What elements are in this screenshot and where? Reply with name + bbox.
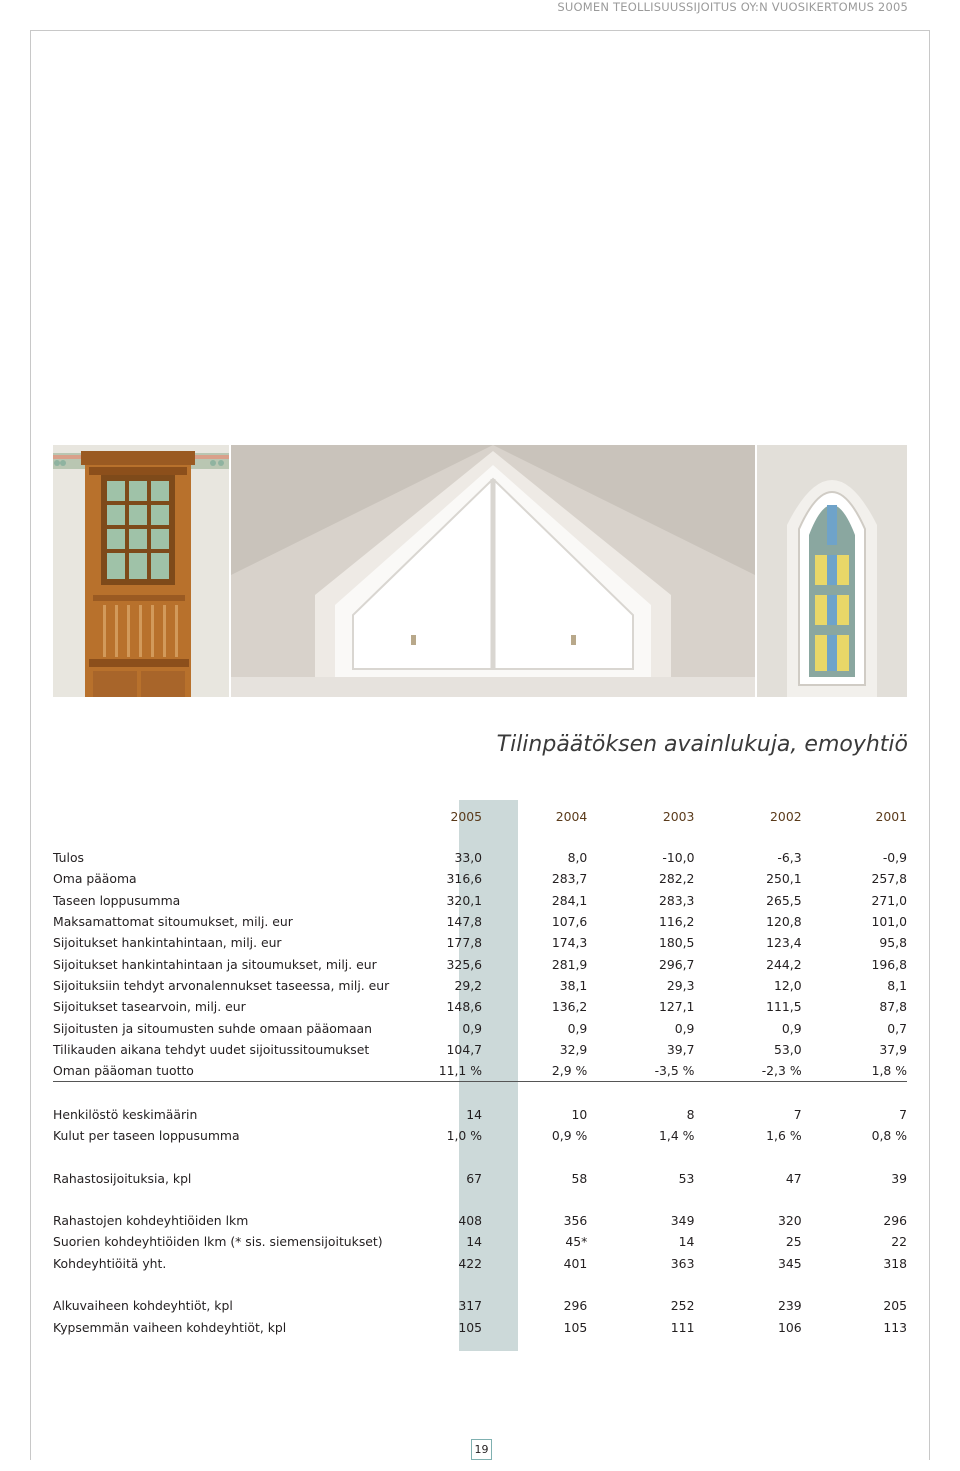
value-cell: 1,8 % — [858, 1060, 907, 1082]
year-header: 2005 — [450, 808, 483, 824]
value-cell: 29,3 — [666, 977, 695, 993]
value-cell: 8,1 — [887, 977, 907, 993]
page-frame-right — [929, 30, 930, 1460]
photo-strip — [53, 445, 907, 697]
table-row — [53, 1104, 907, 1125]
value-cell: 38,1 — [559, 977, 588, 993]
table-row — [53, 1167, 907, 1188]
cabinet-photo — [53, 445, 229, 697]
table-row — [53, 1295, 907, 1316]
value-cell: 422 — [458, 1255, 483, 1271]
value-cell: 136,2 — [551, 999, 588, 1015]
table-row — [53, 1231, 907, 1252]
table-row — [53, 890, 907, 911]
value-cell: 111,5 — [766, 999, 802, 1015]
stained-glass-window-photo — [757, 445, 907, 697]
value-cell: 14 — [466, 1106, 483, 1122]
value-cell: 257,8 — [871, 871, 907, 887]
table-row — [53, 868, 907, 889]
value-cell: 11,1 % — [430, 1060, 482, 1082]
value-cell: 271,0 — [871, 892, 907, 908]
row-label: Kohdeyhtiöitä yht. — [53, 1255, 167, 1271]
table-row — [53, 996, 907, 1017]
value-cell: 177,8 — [446, 935, 483, 951]
value-cell: 174,3 — [551, 935, 588, 951]
row-label: Maksamattomat sitoumukset, milj. eur — [53, 914, 293, 930]
value-cell: 0,9 — [567, 1020, 588, 1036]
value-cell: 252 — [670, 1298, 695, 1314]
row-label: Tulos — [53, 850, 85, 866]
year-header: 2001 — [875, 808, 907, 824]
value-cell: 39,7 — [666, 1041, 695, 1057]
value-cell: 0,9 — [781, 1020, 802, 1036]
value-cell: 7 — [899, 1106, 907, 1122]
value-cell: -0,9 — [882, 850, 907, 866]
spacer-row — [53, 1082, 907, 1104]
row-label: Taseen loppusumma — [53, 892, 181, 908]
value-cell: 316,6 — [446, 871, 483, 887]
value-cell: 282,2 — [658, 871, 695, 887]
table-row — [53, 975, 907, 996]
value-cell: 320,1 — [446, 892, 483, 908]
value-cell: -10,0 — [662, 850, 695, 866]
value-cell: 39 — [891, 1170, 907, 1186]
value-cell: 1,6 % — [766, 1128, 802, 1143]
table-row — [53, 1317, 907, 1338]
page-frame-top — [30, 30, 930, 31]
value-cell: 123,4 — [766, 935, 802, 951]
value-cell: 239 — [777, 1298, 802, 1314]
value-cell: 105 — [458, 1319, 483, 1335]
value-cell: 345 — [777, 1255, 802, 1271]
value-cell: 47 — [785, 1170, 802, 1186]
value-cell: 196,8 — [871, 956, 907, 972]
table-row — [53, 953, 907, 974]
value-cell: -6,3 — [777, 850, 802, 866]
value-cell: 58 — [571, 1170, 588, 1186]
value-cell: 408 — [458, 1213, 483, 1229]
value-cell: 8,0 — [567, 850, 588, 866]
value-cell: 53 — [678, 1170, 695, 1186]
row-label: Alkuvaiheen kohdeyhtiöt, kpl — [53, 1298, 233, 1314]
value-cell: 401 — [563, 1255, 588, 1271]
value-cell: 105 — [563, 1319, 588, 1335]
row-label: Kulut per taseen loppusumma — [53, 1128, 240, 1143]
spacer-row — [53, 1274, 907, 1295]
value-cell: 14 — [678, 1234, 695, 1250]
page-number: 19 — [471, 1439, 492, 1460]
year-header: 2003 — [662, 808, 695, 824]
value-cell: 1,4 % — [659, 1128, 695, 1143]
value-cell: 37,9 — [879, 1041, 907, 1057]
value-cell: 147,8 — [446, 914, 483, 930]
value-cell: 363 — [670, 1255, 695, 1271]
value-cell: 148,6 — [446, 999, 483, 1015]
value-cell: 325,6 — [446, 956, 483, 972]
value-cell: 95,8 — [879, 935, 907, 951]
value-cell: 33,0 — [454, 850, 483, 866]
value-cell: 113 — [883, 1319, 907, 1335]
value-cell: 317 — [458, 1298, 483, 1314]
table-row — [53, 1253, 907, 1274]
value-cell: 250,1 — [766, 871, 802, 887]
table-row — [53, 1039, 907, 1060]
value-cell: 265,5 — [766, 892, 802, 908]
value-cell: 87,8 — [879, 999, 907, 1015]
row-label: Sijoitusten ja sitoumusten suhde omaan pääomaan — [53, 1020, 372, 1036]
value-cell: 318 — [883, 1255, 907, 1271]
row-label: Sijoitukset tasearvoin, milj. eur — [53, 999, 246, 1015]
value-cell: 116,2 — [658, 914, 695, 930]
value-cell: 127,1 — [658, 999, 695, 1015]
value-cell: 205 — [883, 1298, 907, 1314]
value-cell: 0,9 — [462, 1020, 483, 1036]
table-row — [53, 1210, 907, 1231]
row-label: Oma pääoma — [53, 871, 137, 887]
document-header: SUOMEN TEOLLISUUSSIJOITUS OY:N VUOSIKERTOMUS 2005 — [557, 0, 908, 14]
row-label: Kypsemmän vaiheen kohdeyhtiöt, kpl — [53, 1319, 287, 1335]
value-cell: 29,2 — [454, 977, 483, 993]
table-row — [53, 911, 907, 932]
year-header: 2002 — [770, 808, 802, 824]
value-cell: 0,9 % — [551, 1128, 588, 1143]
row-label: Rahastojen kohdeyhtiöiden lkm — [53, 1213, 249, 1229]
value-cell: 25 — [785, 1234, 802, 1250]
table-row — [53, 1060, 907, 1082]
value-cell: 32,9 — [559, 1041, 588, 1057]
value-cell: 2,9 % — [538, 1060, 587, 1082]
table-row — [53, 932, 907, 953]
attic-window-photo — [231, 445, 755, 697]
value-cell: 283,3 — [658, 892, 695, 908]
value-cell: 180,5 — [658, 935, 695, 951]
value-cell: 53,0 — [774, 1041, 802, 1057]
spacer-row — [53, 827, 907, 847]
value-cell: 111 — [670, 1319, 695, 1335]
value-cell: 283,7 — [551, 871, 588, 887]
value-cell: 1,0 % — [446, 1128, 483, 1143]
value-cell: 106 — [777, 1319, 802, 1335]
value-cell: 14 — [466, 1234, 483, 1250]
value-cell: 10 — [571, 1106, 588, 1122]
value-cell: 107,6 — [551, 914, 588, 930]
value-cell: 356 — [563, 1213, 588, 1229]
spacer-row — [53, 1189, 907, 1210]
table-row — [53, 1017, 907, 1038]
value-cell: 45* — [565, 1234, 588, 1250]
value-cell: 120,8 — [766, 914, 802, 930]
value-cell: -3,5 % — [644, 1060, 695, 1082]
table-row — [53, 1125, 907, 1146]
value-cell: 349 — [670, 1213, 695, 1229]
row-label: Sijoitukset hankintahintaan, milj. eur — [53, 935, 282, 951]
row-label: Henkilöstö keskimäärin — [53, 1106, 198, 1122]
value-cell: 244,2 — [766, 956, 802, 972]
value-cell: 8 — [686, 1106, 695, 1122]
value-cell: 296 — [563, 1298, 588, 1314]
value-cell: 12,0 — [774, 977, 802, 993]
value-cell: 101,0 — [871, 914, 907, 930]
value-cell: 296 — [883, 1213, 907, 1229]
value-cell: 281,9 — [551, 956, 588, 972]
row-label: Suorien kohdeyhtiöiden lkm (* sis. siemensijoitukset) — [53, 1234, 383, 1250]
value-cell: 67 — [466, 1170, 483, 1186]
row-label: Rahastosijoituksia, kpl — [53, 1170, 192, 1186]
value-cell: -2,3 % — [751, 1060, 802, 1082]
row-label: Oman pääoman tuotto — [53, 1060, 430, 1082]
value-cell: 284,1 — [551, 892, 588, 908]
spacer-row — [53, 1146, 907, 1167]
value-cell: 7 — [793, 1106, 802, 1122]
value-cell: 0,8 % — [871, 1128, 907, 1143]
row-label: Sijoitukset hankintahintaan ja sitoumukset, milj. eur — [53, 956, 377, 972]
key-figures-table — [53, 805, 907, 1338]
row-label: Tilikauden aikana tehdyt uudet sijoitussitoumukset — [53, 1041, 370, 1057]
value-cell: 296,7 — [658, 956, 695, 972]
year-header: 2004 — [555, 808, 588, 824]
page-title: Tilinpäätöksen avainlukuja, emoyhtiö — [496, 732, 908, 757]
value-cell: 320 — [777, 1213, 802, 1229]
value-cell: 0,9 — [674, 1020, 695, 1036]
value-cell: 22 — [891, 1234, 907, 1250]
year-header-row — [53, 805, 907, 827]
value-cell: 0,7 — [887, 1020, 907, 1036]
table-row — [53, 847, 907, 868]
page-frame-left — [30, 30, 31, 1460]
row-label: Sijoituksiin tehdyt arvonalennukset taseessa, milj. eur — [53, 977, 390, 993]
value-cell: 104,7 — [446, 1041, 483, 1057]
